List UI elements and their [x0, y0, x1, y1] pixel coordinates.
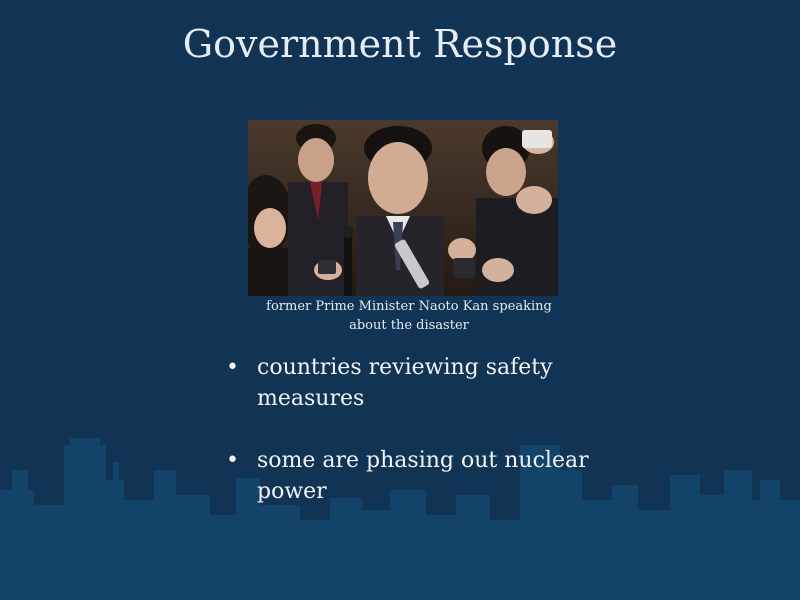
- bullet-marker: •: [226, 448, 239, 473]
- bullet-marker: •: [226, 355, 239, 380]
- slide-title: Government Response: [182, 22, 618, 66]
- bullet-list: [226, 352, 606, 538]
- press-conference-photo-icon: [248, 120, 558, 296]
- bullet-text: some are phasing out nuclear power: [257, 448, 589, 504]
- bullet-text: countries reviewing safety measures: [257, 355, 553, 411]
- bullet-item: [226, 352, 606, 414]
- bullet-item: [226, 445, 606, 507]
- press-conference-photo: [248, 120, 558, 296]
- photo-caption: former Prime Minister Naoto Kan speaking about the disaster: [266, 299, 552, 333]
